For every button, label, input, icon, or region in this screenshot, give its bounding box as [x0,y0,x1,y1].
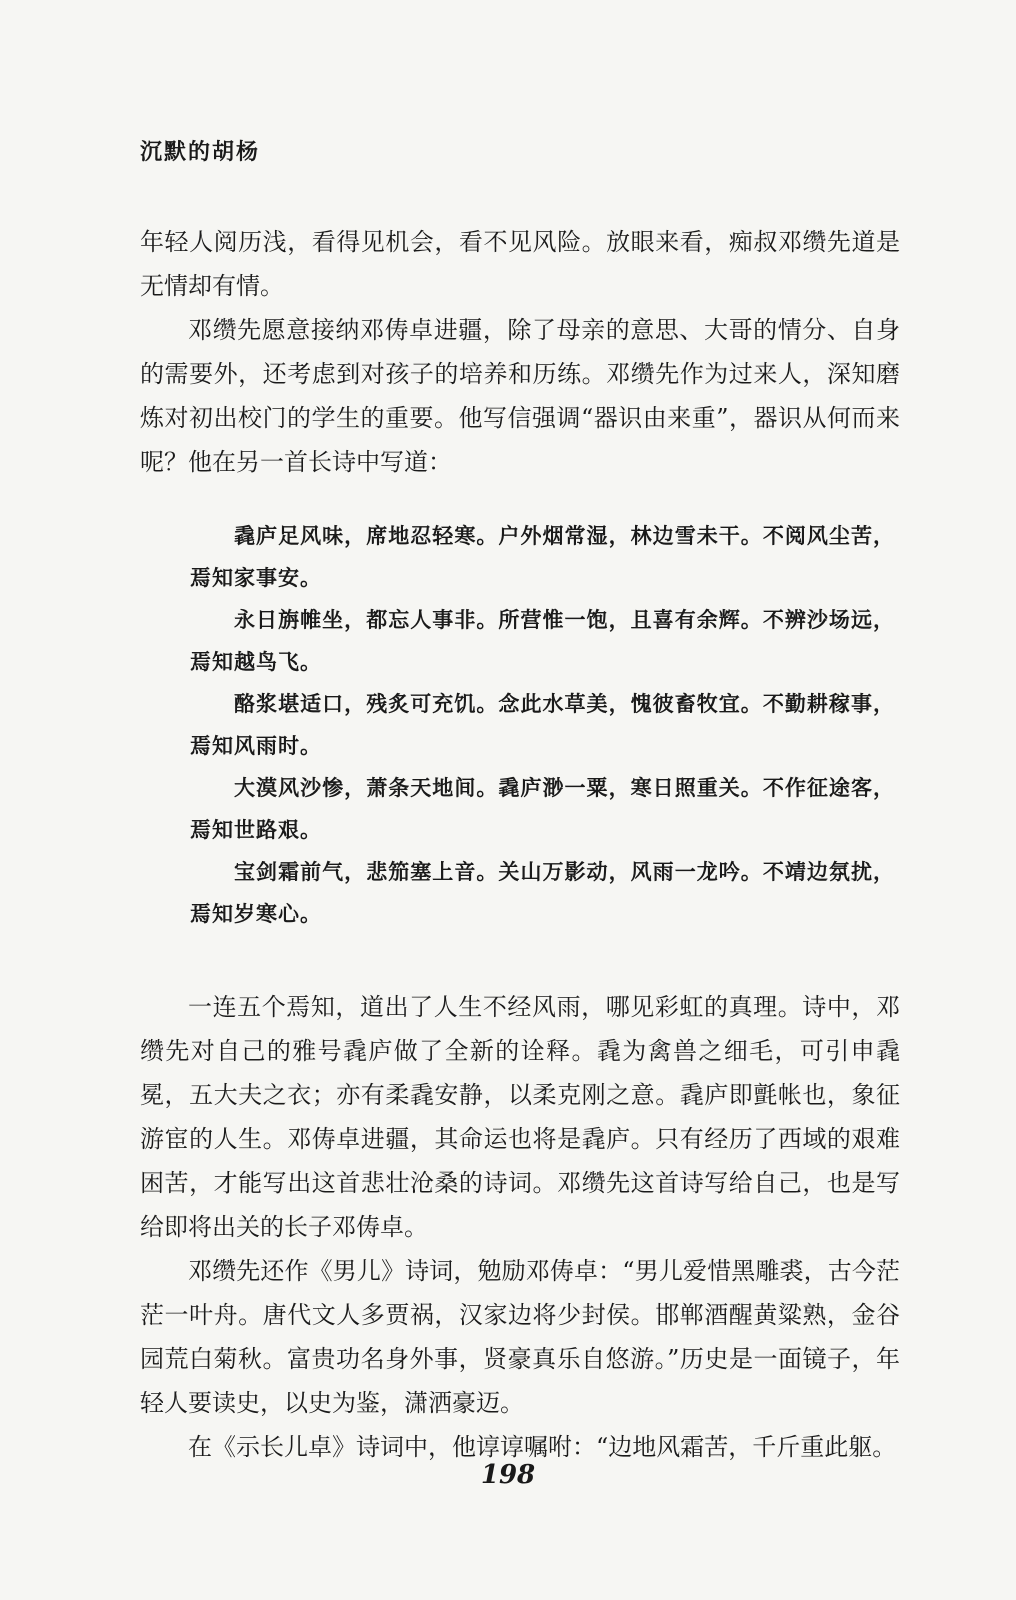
body-text-bottom [140,985,900,1469]
poem-stanza: 永日旃帷坐，都忘人事非。所营惟一饱，且喜有余辉。不辨沙场远，焉知越鸟飞。 [190,607,895,674]
poem-stanza: 毳庐足风味，席地忍轻寒。户外烟常湿，林边雪未干。不阅风尘苦，焉知家事安。 [190,523,895,590]
body-text-top [140,220,900,484]
paragraph: 一连五个焉知，道出了人生不经风雨，哪见彩虹的真理。诗中，邓缵先对自己的雅号毳庐做了全新的诠释。毳为禽兽之细毛，可引申毳冕，五大夫之衣；亦有柔毳安静，以柔克刚之意。毳庐即氈帐也，象征游宦的人生。邓俦卓进疆，其命运也将是毳庐。只有经历了西域的艰难困苦，才能写出这首悲壮沧桑的诗词。邓缵先这首诗写给自己，也是写给即将出关的长子邓俦卓。 [140,993,900,1241]
paragraph: 邓缵先还作《男儿》诗词，勉励邓俦卓：“男儿爱惜黑雕裘，古今茫茫一叶舟。唐代文人多贾祸，汉家边将少封侯。邯郸酒醒黄粱熟，金谷园荒白菊秋。富贵功名身外事，贤豪真乐自悠游。”历史是一面镜子，年轻人要读史，以史为鉴，潇洒豪迈。 [140,1257,900,1417]
page-number: 198 [480,1460,536,1490]
poem-stanza: 大漠风沙惨，萧条天地间。毳庐渺一粟，寒日照重关。不作征途客，焉知世路艰。 [190,775,895,842]
poem-block [190,515,895,935]
poem-stanza: 酪浆堪适口，残炙可充饥。念此水草美，愧彼畜牧宜。不勤耕稼事，焉知风雨时。 [190,691,895,758]
paragraph: 年轻人阅历浅，看得见机会，看不见风险。放眼来看，痴叔邓缵先道是无情却有情。 [140,228,900,300]
poem-stanza: 宝剑霜前气，悲笳塞上音。关山万影动，风雨一龙吟。不靖边氛扰，焉知岁寒心。 [190,859,895,926]
running-head: 沉默的胡杨 [140,139,261,165]
paragraph: 在《示长儿卓》诗词中，他谆谆嘱咐：“边地风霜苦，千斤重此躯。 [188,1433,897,1461]
paragraph: 邓缵先愿意接纳邓俦卓进疆，除了母亲的意思、大哥的情分、自身的需要外，还考虑到对孩子的培养和历练。邓缵先作为过来人，深知磨炼对初出校门的学生的重要。他写信强调“器识由来重”，器识从何而来呢？他在另一首长诗中写道： [140,316,900,476]
